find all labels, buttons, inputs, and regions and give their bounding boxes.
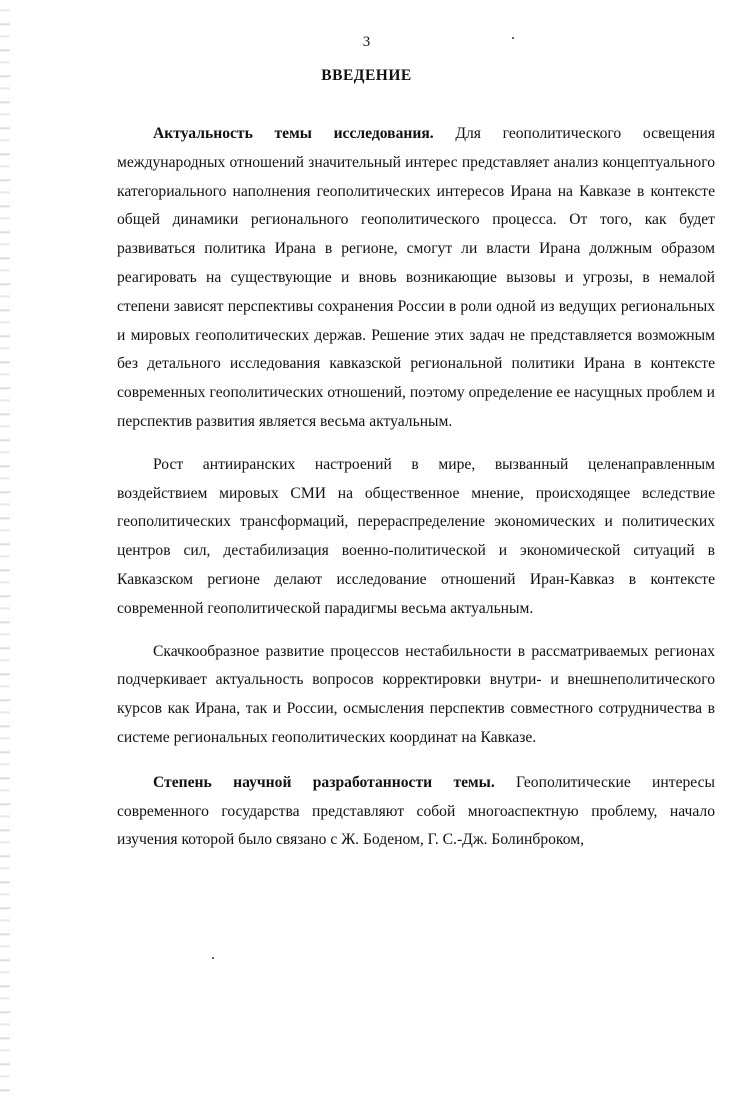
paragraph-lead: Степень научной разработанности темы. [153,773,495,791]
paragraph-text: Рост антииранских настроений в мире, вызванный целенаправленным воздействием мировых СМИ на общественное мнение, происходящее вследствие геополитических трансформаций, перераспределение экономических и политических центров сил, дестабилизация военно-политической и экономической ситуаций в Кавказском регионе делают исследование отношений Иран-Кавказ в контексте современной геополитической парадигмы весьма актуальным. [117,455,715,617]
paragraph-text: Для геополитического освещения международных отношений значительный интерес представляет анализ концептуального категориального наполнения геополитических интересов Ирана на Кавказе в контексте общей динамики регионального геополитического процесса. От того, как будет развиваться политика Ирана в регионе, смогут ли власти Ирана должным образом реагировать на существующие и вновь возникающие вызовы и угрозы, в немалой степени зависят перспективы сохранения России в роли одной из ведущих региональных и мировых геополитических держав. Решение этих задач не представляется возможным без детального исследования кавказской региональной политики Ирана в контексте современных геополитических отношений, поэтому определение ее насущных проблем и перспектив развития является весьма актуальным. [117,125,715,430]
paragraph-lead: Актуальность темы исследования. [153,125,434,142]
page-title: ВВЕДЕНИЕ [321,67,412,84]
paragraph-text: Геополитические интересы современного государства представляют собой многоаспектную проблему, начало изучения которой было связано с Ж. Боденом, Г. С.-Дж. Болинброком, [117,773,715,849]
paragraph-relevance [117,120,715,437]
page-number: 3 [362,34,371,50]
paragraph-anti-iranian-sentiment [117,451,715,624]
paragraph-research-degree [117,769,715,855]
paragraph-instability [117,638,715,753]
scan-edge-artifact [0,0,10,1100]
scan-speck [512,37,514,39]
document-body [117,120,715,869]
scan-speck [212,957,214,959]
paragraph-text: Скачкообразное развитие процессов нестабильности в рассматриваемых регионах подчеркивает актуальность вопросов корректировки внутри- и внешнеполитического курсов как Ирана, так и России, осмысления перспектив совместного сотрудничества в системе региональных геополитических координат на Кавказе. [117,642,715,746]
